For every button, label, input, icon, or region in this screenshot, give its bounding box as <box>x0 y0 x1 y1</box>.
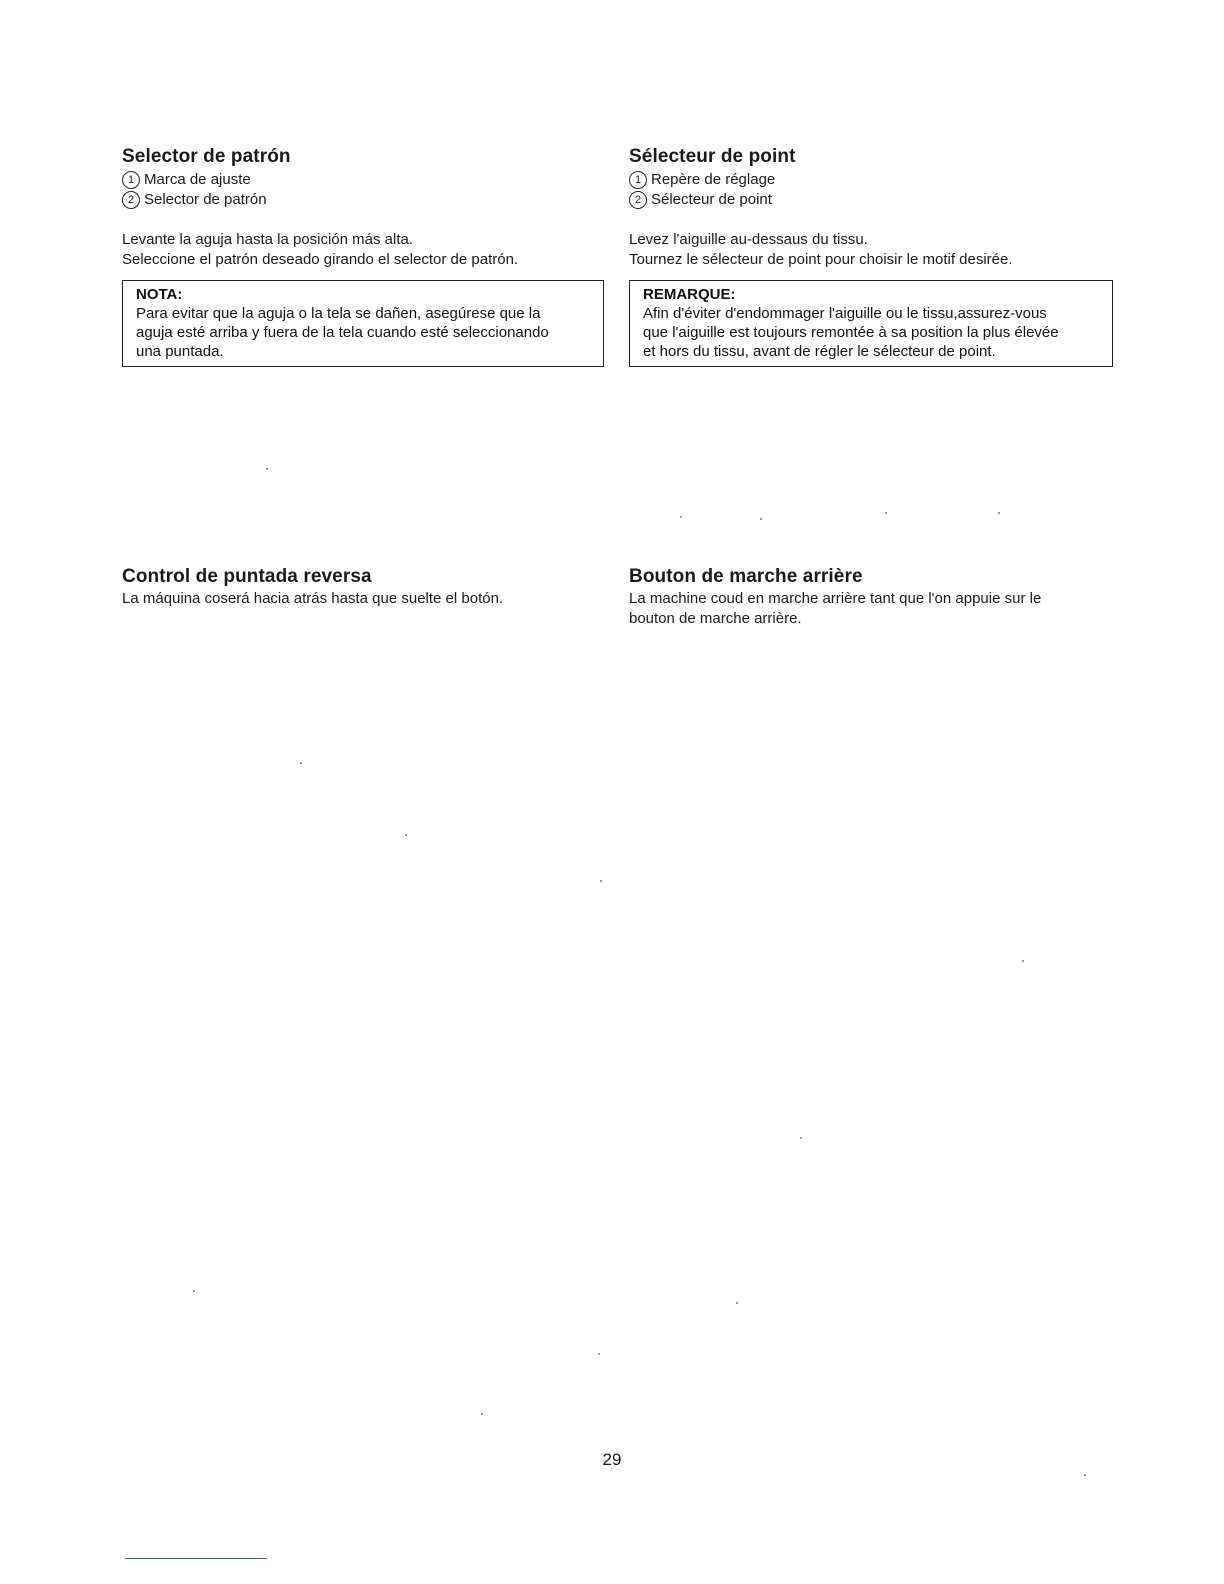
legend-item <box>629 190 1113 210</box>
scan-speck <box>600 880 602 882</box>
scan-speck <box>193 1290 195 1292</box>
note-box <box>629 280 1113 367</box>
callout-number: 1 <box>629 171 647 189</box>
scan-speck <box>1084 1474 1086 1476</box>
scan-speck <box>300 762 302 764</box>
legend-item <box>122 170 602 190</box>
scan-speck <box>1022 960 1024 962</box>
note-box <box>122 280 604 367</box>
section-heading: Selector de patrón <box>122 146 291 167</box>
note-line: una puntada. <box>136 343 224 360</box>
note-line: que l'aiguille est toujours remontée à sa position la plus élevée <box>643 324 1059 341</box>
callout-number: 2 <box>629 191 647 209</box>
scan-speck <box>885 512 887 514</box>
scan-speck <box>405 834 407 836</box>
legend-list <box>629 170 1113 210</box>
legend-item <box>122 190 602 210</box>
legend-label: Repère de réglage <box>651 171 776 188</box>
legend-item <box>629 170 1113 190</box>
instruction-line: Levante la aguja hasta la posición más alta. <box>122 231 414 248</box>
scan-speck <box>736 1302 738 1304</box>
reverse-section-es <box>122 566 602 609</box>
legend-label: Selector de patrón <box>144 191 267 208</box>
scan-speck <box>800 1137 802 1139</box>
note-line: et hors du tissu, avant de régler le sélecteur de point. <box>643 343 996 360</box>
reverse-section-fr <box>629 566 1113 629</box>
instruction-line: La máquina coserá hacia atrás hasta que suelte el botón. <box>122 590 504 607</box>
scan-speck <box>760 518 762 520</box>
scan-speck <box>481 1413 483 1415</box>
instructions <box>629 230 1113 270</box>
instructions <box>122 230 602 270</box>
scan-speck <box>680 516 682 518</box>
callout-number: 2 <box>122 191 140 209</box>
section-heading: Bouton de marche arrière <box>629 566 863 587</box>
note-title: NOTA: <box>136 286 183 303</box>
note-line: Para evitar que la aguja o la tela se dañen, asegúrese que la <box>136 305 541 322</box>
scan-speck <box>266 468 268 470</box>
page-number: 29 <box>602 1450 622 1469</box>
legend-list <box>122 170 602 210</box>
instruction-line: Levez l'aiguille au-dessaus du tissu. <box>629 231 868 248</box>
scan-speck <box>998 512 1000 514</box>
callout-number: 1 <box>122 171 140 189</box>
pattern-selector-section-fr <box>629 146 1113 367</box>
section-heading: Control de puntada reversa <box>122 566 372 587</box>
note-title: REMARQUE: <box>643 286 736 303</box>
pattern-selector-section-es <box>122 146 602 367</box>
footer-rule <box>125 1558 267 1559</box>
legend-label: Marca de ajuste <box>144 171 251 188</box>
note-line: aguja esté arriba y fuera de la tela cuando esté seleccionando <box>136 324 549 341</box>
note-line: Afin d'éviter d'endommager l'aiguille ou le tissu,assurez-vous <box>643 305 1047 322</box>
legend-label: Sélecteur de point <box>651 191 772 208</box>
instruction-line: Seleccione el patrón deseado girando el selector de patrón. <box>122 251 519 268</box>
instruction-line: bouton de marche arrière. <box>629 610 802 627</box>
instruction-line: Tournez le sélecteur de point pour choisir le motif desirée. <box>629 251 1013 268</box>
instruction-line: La machine coud en marche arrière tant que l'on appuie sur le <box>629 590 1042 607</box>
scan-speck <box>598 1353 600 1355</box>
section-heading: Sélecteur de point <box>629 146 796 167</box>
